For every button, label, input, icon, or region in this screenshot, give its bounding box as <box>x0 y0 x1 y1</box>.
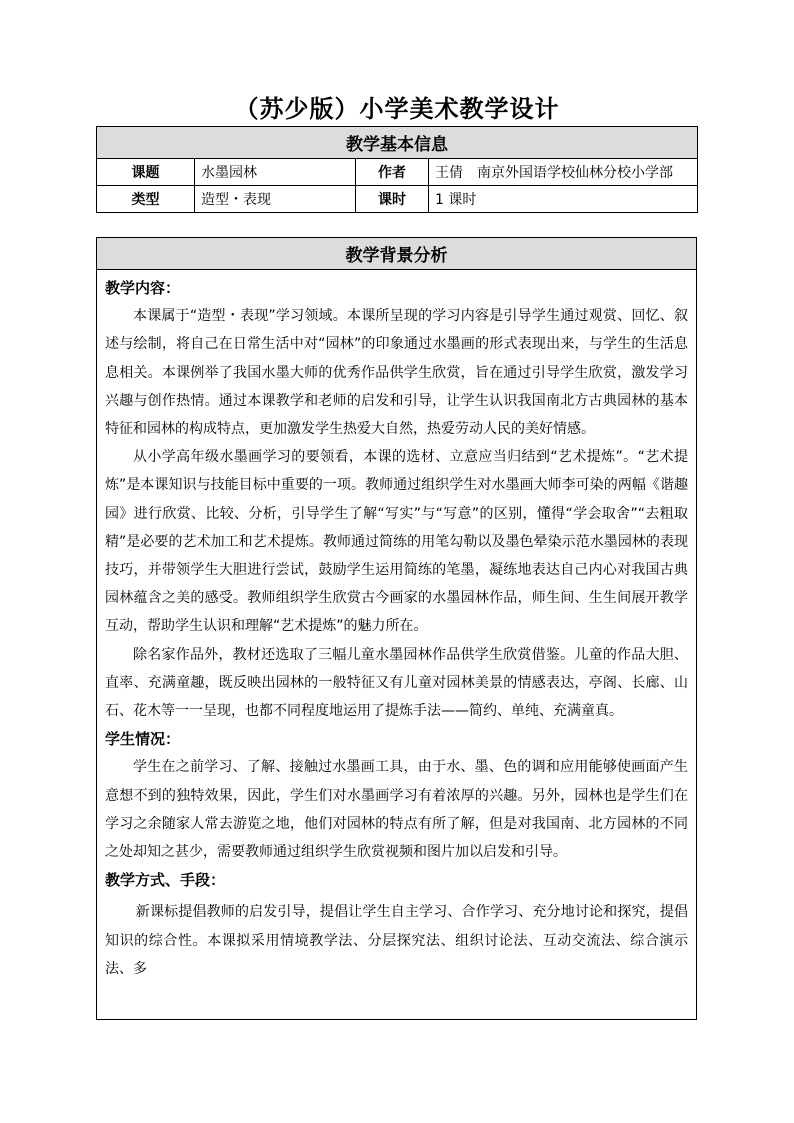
background-header: 教学背景分析 <box>97 238 697 270</box>
background-body <box>97 270 697 1020</box>
paragraph: 新课标提倡教师的启发引导，提倡让学生自主学习、合作学习、充分地讨论和探究，提倡知识的综合性。本课拟采用情境教学法、分层探究法、组织讨论法、互动交流法、综合演示法、多 <box>105 904 688 977</box>
table-row <box>97 159 698 186</box>
basic-info-header: 教学基本信息 <box>97 127 698 159</box>
background-analysis-table <box>96 237 697 1020</box>
document-title: （苏少版）小学美术教学设计 <box>234 95 560 123</box>
value-type: 造型・表现 <box>195 186 356 213</box>
section-heading-methods: 教学方式、手段： <box>105 871 226 890</box>
paragraph: 学生在之前学习、了解、接触过水墨画工具，由于水、墨、色的调和应用能够使画面产生意想不到的独特效果，因此，学生们对水墨画学习有着浓厚的兴趣。另外，园林也是学生们在学习之余随家人常去游览之地，他们对园林的特点有所了解，但是对我国南、北方园林的不同之处却知之甚少，需要教师通过组织学生欣赏视频和图片加以启发和引导。 <box>105 759 688 861</box>
label-topic: 课题 <box>97 159 195 186</box>
paragraph: 本课属于“造型・表现”学习领域。本课所呈现的学习内容是引导学生通过观赏、回忆、叙述与绘制，将自己在日常生活中对“园林”的印象通过水墨画的形式表现出来，与学生的生活息息相关。本课例举了我国水墨大师的优秀作品供学生欣赏，旨在通过引导学生欣赏，激发学习兴趣与创作热情。通过本课教学和老师的启发和引导，让学生认识我国南北方古典园林的基本特征和园林的构成特点，更加激发学生热爱大自然，热爱劳动人民的美好情感。 <box>105 308 688 438</box>
section-heading-students: 学生情况： <box>105 730 181 749</box>
label-periods: 课时 <box>356 186 429 213</box>
table-row <box>97 186 698 213</box>
label-type: 类型 <box>97 186 195 213</box>
paragraph: 除名家作品外，教材还选取了三幅儿童水墨园林作品供学生欣赏借鉴。儿童的作品大胆、直率、充满童趣，既反映出园林的一般特征又有儿童对园林美景的情感表达，亭阁、长廊、山石、花木等一一呈现，也都不同程度地运用了提炼手法——简约、单纯、充满童真。 <box>105 646 688 720</box>
value-periods: 1 课时 <box>429 186 698 213</box>
label-author: 作者 <box>356 159 429 186</box>
basic-info-table <box>96 126 698 213</box>
paragraph: 从小学高年级水墨画学习的要领看，本课的选材、立意应当归结到“艺术提炼”。“艺术提炼”是本课知识与技能目标中重要的一项。教师通过组织学生对水墨画大师李可染的两幅《谐趣园》进行欣赏、比较、分析，引导学生了解“写实”与“写意”的区别，懂得“学会取舍”“去粗取精”是必要的艺术加工和艺术提炼。教师通过简练的用笔勾勒以及墨色晕染示范水墨园林的表现技巧，并带领学生大胆进行尝试，鼓励学生运用简练的笔墨，凝练地表达自己内心对我国古典园林蕴含之美的感受。教师组织学生欣赏古今画家的水墨园林作品，师生间、生生间展开教学互动，帮助学生认识和理解“艺术提炼”的魅力所在。 <box>105 449 688 635</box>
section-heading-content: 教学内容： <box>105 279 181 297</box>
value-author: 王倩 南京外国语学校仙林分校小学部 <box>429 159 698 186</box>
value-topic: 水墨园林 <box>195 159 356 186</box>
